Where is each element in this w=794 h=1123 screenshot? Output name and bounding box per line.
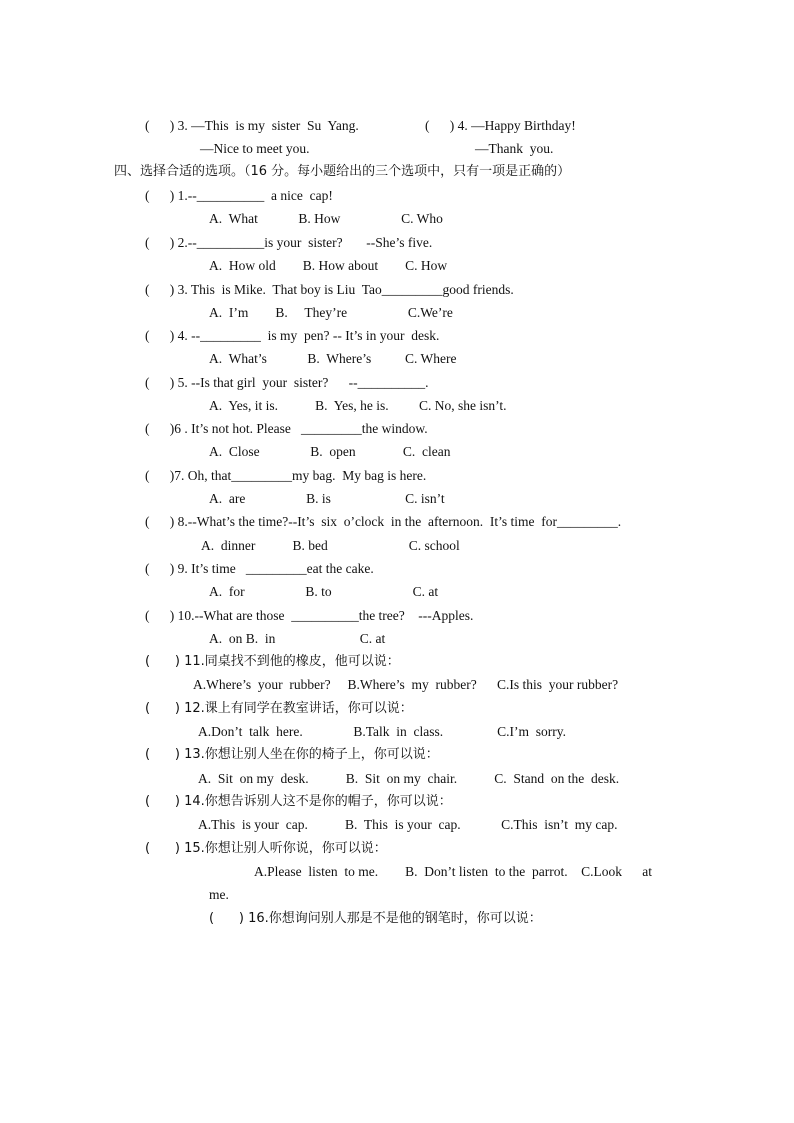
question-5-stem: ( ) 5. --Is that girl your sister? --__________.: [145, 375, 429, 390]
question-1-stem: ( ) 1.--__________ a nice cap!: [145, 188, 333, 203]
question-9-stem: ( ) 9. It’s time _________eat the cake.: [145, 561, 374, 576]
question-3-options: A. I’m B. They’re C.We’re: [209, 305, 453, 320]
section-heading: 四、选择合适的选项。（16 分。每小题给出的三个选项中，只有一项是正确的）: [114, 164, 571, 179]
question-7-stem: ( )7. Oh, that_________my bag. My bag is here.: [145, 468, 427, 483]
question-14-options: A.This is your cap. B. This is your cap. C.This isn’t my cap.: [198, 817, 618, 832]
question-3-top: ( ) 3. —This is my sister Su Yang.: [145, 118, 359, 133]
question-9-options: A. for B. to C. at: [209, 584, 439, 599]
question-13-options: A. Sit on my desk. B. Sit on my chair. C. Stand on the desk.: [198, 771, 620, 786]
question-10-options: A. on B. in C. at: [209, 631, 386, 646]
question-7-options: A. are B. is C. isn’t: [209, 491, 445, 506]
question-6-options: A. Close B. open C. clean: [209, 444, 451, 459]
question-3-reply: —Nice to meet you.: [200, 141, 310, 156]
question-1-options: A. What B. How C. Who: [209, 211, 443, 226]
question-15-options-continued: me.: [209, 887, 229, 902]
question-4-stem: ( ) 4. --_________ is my pen? -- It’s in your desk.: [145, 328, 440, 343]
question-13-stem: ( ) 13.你想让别人坐在你的椅子上，你可以说：: [145, 747, 439, 762]
question-2-stem: ( ) 2.--__________is your sister? --She’s five.: [145, 235, 433, 250]
question-4-reply: —Thank you.: [475, 141, 554, 156]
question-15-options: A.Please listen to me. B. Don’t listen to the parrot. C.Look at: [254, 864, 652, 879]
question-4-options: A. What’s B. Where’s C. Where: [209, 351, 457, 366]
question-8-stem: ( ) 8.--What’s the time?--It’s six o’clock in the afternoon. It’s time for_________.: [145, 514, 622, 529]
question-11-options: A.Where’s your rubber? B.Where’s my rubber? C.Is this your rubber?: [193, 677, 619, 692]
question-8-options: A. dinner B. bed C. school: [201, 538, 460, 553]
question-10-stem: ( ) 10.--What are those __________the tree? ---Apples.: [145, 608, 474, 623]
question-12-options: A.Don’t talk here. B.Talk in class. C.I’m sorry.: [198, 724, 567, 739]
question-16-stem: ( ) 16.你想询问别人那是不是他的钢笔时，你可以说：: [209, 911, 542, 926]
question-3-stem: ( ) 3. This is Mike. That boy is Liu Tao_________good friends.: [145, 282, 514, 297]
question-5-options: A. Yes, it is. B. Yes, he is. C. No, she isn’t.: [209, 398, 507, 413]
question-12-stem: ( ) 12.课上有同学在教室讲话，你可以说：: [145, 701, 413, 716]
question-14-stem: ( ) 14.你想告诉别人这不是你的帽子，你可以说：: [145, 794, 452, 809]
question-6-stem: ( )6 . It’s not hot. Please _________the window.: [145, 421, 428, 436]
question-11-stem: ( ) 11.同桌找不到他的橡皮，他可以说：: [145, 654, 400, 669]
question-15-stem: ( ) 15.你想让别人听你说，你可以说：: [145, 841, 387, 856]
question-4-top: ( ) 4. —Happy Birthday!: [425, 118, 576, 133]
question-2-options: A. How old B. How about C. How: [209, 258, 448, 273]
